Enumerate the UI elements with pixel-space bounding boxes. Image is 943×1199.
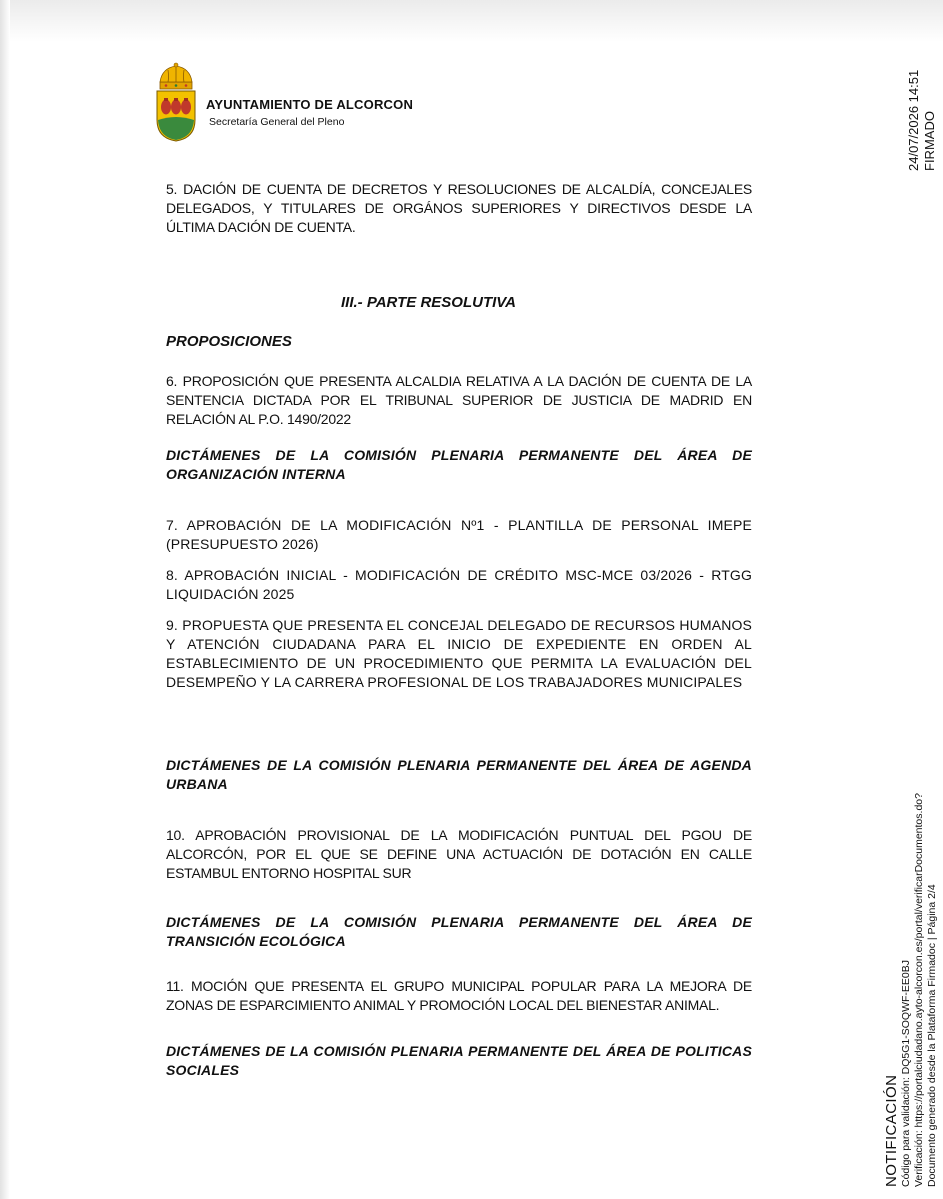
section-title: III.- PARTE RESOLUTIVA (341, 294, 517, 311)
page-top-shadow (0, 0, 943, 42)
generated-note: Documento generado desde la Plataforma Firmadoc | Página 2/4 (926, 884, 938, 1187)
agenda-item-11: 11. MOCIÓN QUE PRESENTA EL GRUPO MUNICIPAL POPULAR PARA LA MEJORA DE ZONAS DE ESPARCIMIENTO ANIMAL Y PROMOCIÓN LOCAL DEL BIENESTAR ANIMAL. (166, 978, 752, 1013)
organization-subtitle: Secretaría General del Pleno (209, 116, 345, 128)
section-subtitle: PROPOSICIONES (166, 333, 292, 350)
signature-status: FIRMADO (922, 111, 937, 171)
agenda-item-6: 6. PROPOSICIÓN QUE PRESENTA ALCALDIA RELATIVA A LA DACIÓN DE CUENTA DE LA SENTENCIA DICTADA POR EL TRIBUNAL SUPERIOR DE JUSTICIA DE MADRID EN RELACIÓN AL P.O. 1490/2022 (166, 373, 752, 427)
coat-of-arms-icon (152, 62, 200, 146)
page-left-shadow (0, 0, 10, 1199)
signature-date: 24/07/2026 14:51 (906, 69, 921, 171)
agenda-item-9: 9. PROPUESTA QUE PRESENTA EL CONCEJAL DELEGADO DE RECURSOS HUMANOS Y ATENCIÓN CIUDADANA PARA EL INICIO DE EXPEDIENTE EN ORDEN AL ESTABLECIMIENTO DE UN PROCEDIMIENTO QUE PERMITA LA EVALUACIÓN DEL DESEMPEÑO Y LA CARRERA PROFESIONAL DE LOS TRABAJADORES MUNICIPALES (166, 617, 752, 690)
organization-name: AYUNTAMIENTO DE ALCORCON (206, 97, 414, 112)
heading-transicion-ecologica: DICTÁMENES DE LA COMISIÓN PLENARIA PERMANENTE DEL ÁREA DE TRANSICIÓN ECOLÓGICA (166, 914, 752, 949)
notification-sidebar (884, 767, 939, 1187)
agenda-item-5: 5. DACIÓN DE CUENTA DE DECRETOS Y RESOLUCIONES DE ALCALDÍA, CONCEJALES DELEGADOS, Y TITULARES DE ORGÁNOS SUPERIORES Y DIRECTIVOS DESDE LA ÚLTIMA DACIÓN DE CUENTA. (166, 181, 752, 235)
agenda-item-8: 8. APROBACIÓN INICIAL - MODIFICACIÓN DE CRÉDITO MSC-MCE 03/2026 - RTGG LIQUIDACIÓN 2025 (166, 567, 752, 602)
agenda-item-7: 7. APROBACIÓN DE LA MODIFICACIÓN Nº1 - PLANTILLA DE PERSONAL IMEPE (PRESUPUESTO 2026) (166, 517, 752, 552)
agenda-item-10: 10. APROBACIÓN PROVISIONAL DE LA MODIFICACIÓN PUNTUAL DEL PGOU DE ALCORCÓN, POR EL QUE SE DEFINE UNA ACTUACIÓN DE DOTACIÓN EN CALLE ESTAMBUL ENTORNO HOSPITAL SUR (166, 827, 752, 881)
signature-stamp (906, 51, 938, 171)
letterhead (152, 62, 472, 146)
verification-url[interactable]: Verificación: https://portalciudadano.ayto-alcorcon.es/portal/verificarDocumentos.do? (913, 793, 925, 1187)
validation-code: Código para validación: DQ5G1-SOQWF-EE0BJ (900, 959, 912, 1187)
notification-title: NOTIFICACIÓN (883, 1074, 900, 1187)
heading-agenda-urbana: DICTÁMENES DE LA COMISIÓN PLENARIA PERMANENTE DEL ÁREA DE AGENDA URBANA (166, 757, 752, 792)
heading-organizacion-interna: DICTÁMENES DE LA COMISIÓN PLENARIA PERMANENTE DEL ÁREA DE ORGANIZACIÓN INTERNA (166, 447, 752, 482)
heading-politicas-sociales: DICTÁMENES DE LA COMISIÓN PLENARIA PERMANENTE DEL ÁREA DE POLITICAS SOCIALES (166, 1043, 752, 1078)
